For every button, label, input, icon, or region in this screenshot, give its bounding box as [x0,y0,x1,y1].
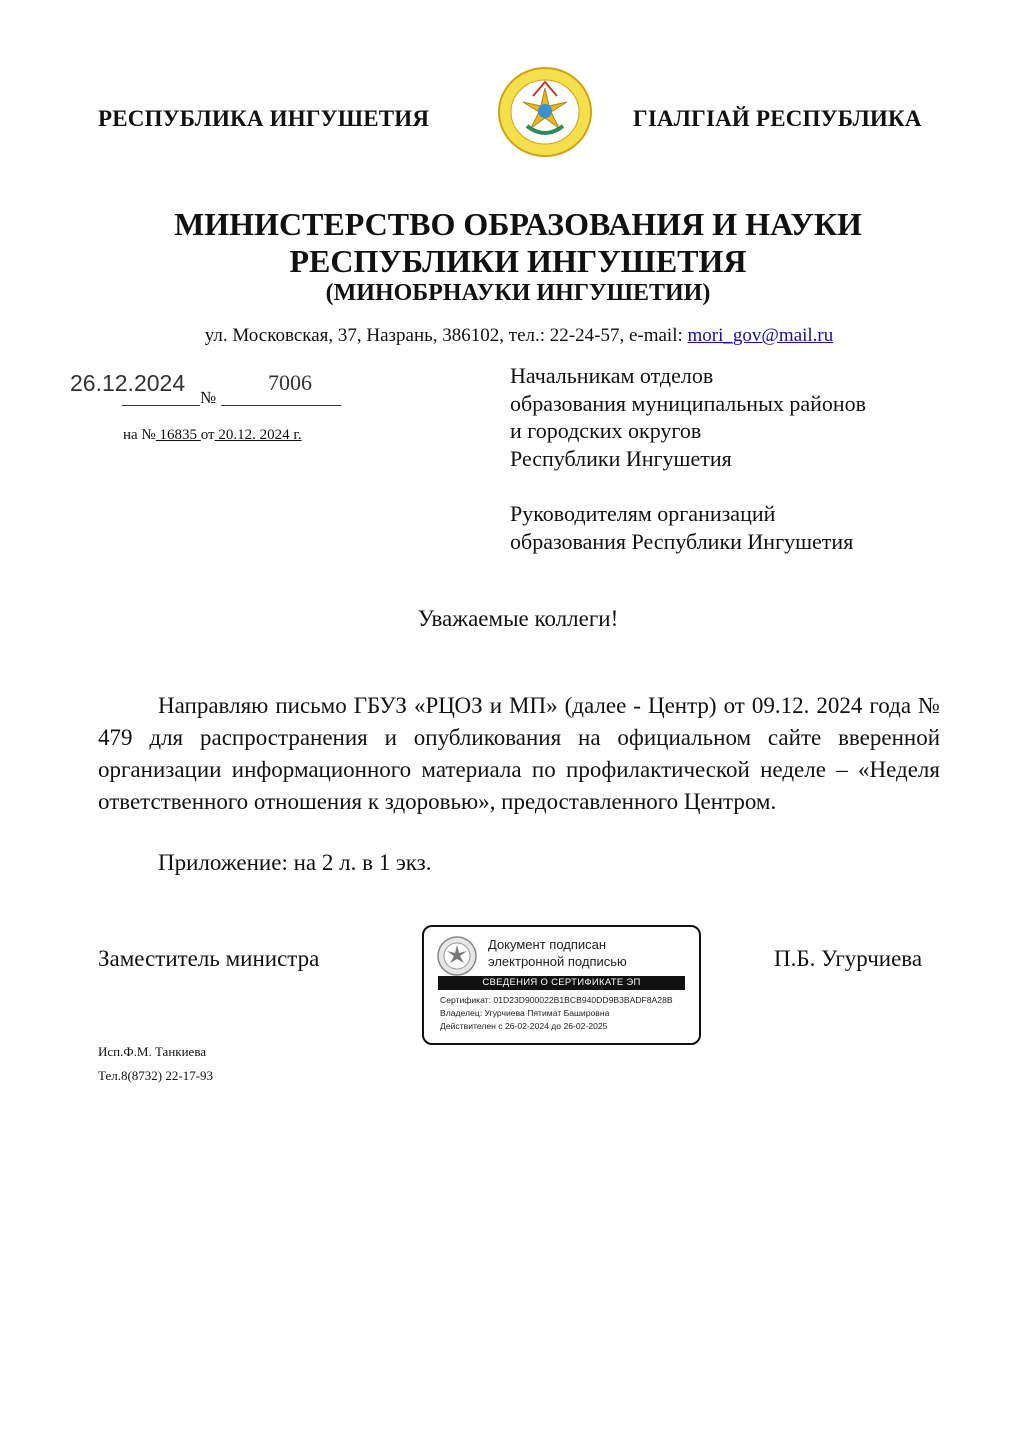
number-sign: № [200,388,217,407]
recipient-gap [510,472,866,500]
esign-details [440,994,673,1033]
number-underline [221,405,341,406]
electronic-signature-stamp [422,925,701,1045]
email-link[interactable]: mori_gov@mail.ru [687,325,834,346]
recipients-block [510,362,866,555]
esign-owner: Владелец: Угурчиева Пятимат Башировна [440,1008,610,1018]
executor-phone: Тел.8(8732) 22-17-93 [98,1068,214,1083]
recipient-line: Руководителям организаций [510,501,776,526]
signer-position: Заместитель министра [98,946,320,971]
recipient-line: образования Республики Ингушетия [510,528,854,554]
esign-title-line2: электронной подписью [488,954,627,969]
recipient-line: Начальникам отделов [510,363,714,388]
reference-date: 20.12. 2024 г. [214,427,302,443]
reference-prefix: на № [123,427,156,443]
recipient-line: и городских округов [510,418,702,443]
esign-certificate: Сертификат: 01D23D900022B1BCB940DD9B3BADF8A28B [440,995,673,1005]
reference-from: от [200,427,215,443]
ministry-address [0,325,1026,347]
letter-body: Направляю письмо ГБУЗ «РЦОЗ и МП» (далее - Центр) от 09.12. 2024 года № 479 для распространения и опубликования на официальном сайте вверенной организации информационного материала по профилактической неделе – «Неделя ответственного отношения к здоровью», предоставленного Центром. [98,693,940,814]
ministry-title-line2: РЕСПУБЛИКИ ИНГУШЕТИЯ [289,243,747,279]
republic-emblem-icon [497,66,593,158]
ministry-title-line1: МИНИСТЕРСТВО ОБРАЗОВАНИЯ И НАУКИ [174,206,862,242]
esign-title [488,936,627,970]
executor-name: Исп.Ф.М. Танкиева [98,1044,207,1059]
greeting: Уважаемые коллеги! [417,606,619,631]
appendix-note: Приложение: на 2 л. в 1 экз. [158,850,432,875]
reference-line [123,427,302,444]
ministry-short-name: (МИНОБРНАУКИ ИНГУШЕТИИ) [325,280,711,306]
recipient-line: образования муниципальных районов [510,390,867,416]
esign-cert-bar: СВЕДЕНИЯ О СЕРТИФИКАТЕ ЭП [438,976,685,990]
date-underline [122,405,200,406]
registration-number: 7006 [268,370,312,395]
address-text: ул. Московская, 37, Назрань, 386102, тел.: 22-24-57, e-mail: [204,325,688,346]
emblem-grayscale-icon [436,935,478,977]
signer-name: П.Б. Угурчиева [774,946,923,971]
esign-validity: Действителен с 26-02-2024 до 26-02-2025 [440,1021,608,1031]
reference-number: 16835 [155,427,201,443]
esign-title-line1: Документ подписан [488,937,607,952]
republic-name-ru: РЕСПУБЛИКА ИНГУШЕТИЯ [98,106,430,131]
registration-date: 26.12.2024 [70,370,186,396]
recipient-line: Республики Ингушетия [510,445,732,471]
republic-name-ing: ГIАЛГIАЙ РЕСПУБЛИКА [633,106,922,131]
